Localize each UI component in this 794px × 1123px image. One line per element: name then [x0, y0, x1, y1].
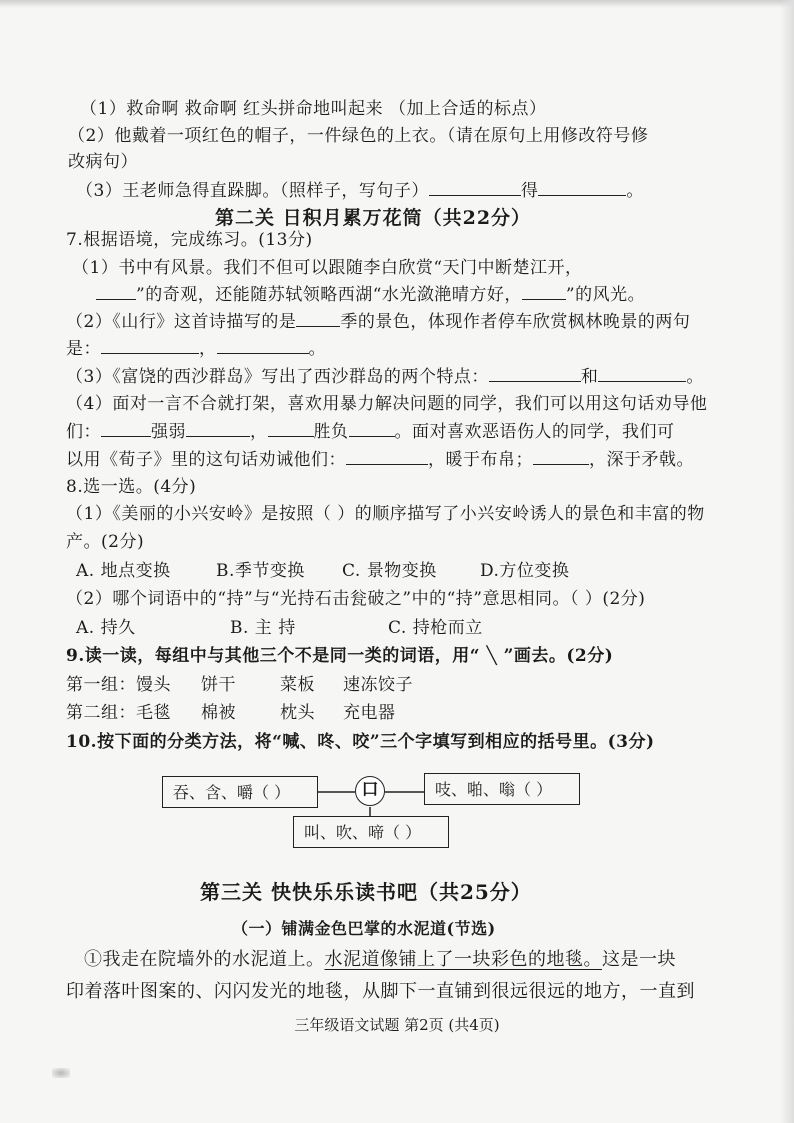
q8-option-d[interactable]: D.方位变换: [480, 561, 570, 581]
q8-option-b[interactable]: B.季节变换: [216, 561, 305, 581]
q7-heading: 7.根据语境，完成练习。(13分): [66, 230, 313, 250]
q6-item-2-cont: 改病句）: [68, 152, 138, 172]
q7-part-3-text: （3）《富饶的西沙群岛》写出了西沙群岛的两个特点：: [66, 367, 489, 387]
q7-part-3-and: 和: [580, 367, 599, 387]
q9-group-2: [66, 702, 396, 724]
q6-item-3: [76, 179, 644, 202]
q7-shengfu: 胜负: [313, 422, 349, 442]
q9-word[interactable]: 枕头: [280, 703, 315, 723]
answer-blank[interactable]: [346, 448, 428, 465]
q7-part-4-cont: [66, 420, 675, 443]
answer-blank[interactable]: [101, 420, 151, 437]
q7-part-3: [66, 365, 704, 388]
q7-comma: ，: [199, 339, 217, 359]
answer-blank[interactable]: [598, 365, 686, 382]
category-box-right[interactable]: 吱、啪、嗡（ ）: [424, 773, 580, 805]
q7-part-1: （1）书中有风景。我们不但可以跟随李白欣赏“天门中断楚江开，: [72, 258, 583, 278]
q8-item-2-option-b[interactable]: B. 主 持: [230, 618, 296, 638]
q7-part-4: （4）面对一言不合就打架，喜欢用暴力解决问题的同学，我们可以用这句话劝导他: [66, 394, 708, 414]
q7-part-2-label: 是：: [66, 339, 101, 359]
page-footer: 三年级语文试题 第2页 (共4页): [294, 1016, 500, 1034]
q9-word[interactable]: 第一组：馒头: [66, 675, 171, 695]
q9-heading: 9.读一读，每组中与其他三个不是同一类的词语，用“ ╲ ”画去。(2分): [66, 646, 614, 666]
answer-blank[interactable]: [268, 420, 314, 437]
q7-period: 。: [308, 339, 326, 359]
q10-heading: 10.按下面的分类方法，将“喊、咚、咬”三个字填写到相应的括号里。(3分): [66, 732, 655, 752]
q8-item-1: （1）《美丽的小兴安岭》是按照（ ）的顺序描写了小兴安岭诱人的景色和丰富的物: [66, 504, 705, 524]
reading-line-2: 印着落叶图案的、闪闪发光的地毯，从脚下一直铺到很远很远的地方，一直到: [66, 981, 695, 1002]
q7-part-1-text: ”的奇观，还能随苏轼领略西湖“水光潋滟晴方好，: [136, 285, 522, 305]
reading-title: （一）铺满金色巴掌的水泥道(节选): [232, 919, 496, 938]
q6-item-3-end: 。: [626, 181, 644, 201]
scan-smudge: [52, 1068, 70, 1078]
q8-heading: 8.选一选。(4分): [66, 477, 197, 497]
reading-underlined-sentence: 水泥道像铺上了一块彩色的地毯。: [324, 949, 602, 970]
q7-part-2-cont: [66, 337, 326, 360]
q7-comma-2: ，: [250, 422, 268, 442]
section-3-title: 第三关 快快乐乐读书吧（共25分）: [200, 880, 532, 904]
answer-blank[interactable]: [489, 365, 581, 382]
q7-qiangruo: 强弱: [151, 422, 186, 442]
answer-blank[interactable]: [429, 179, 521, 196]
answer-blank[interactable]: [349, 420, 395, 437]
q7-part-2-text: （2）《山行》这首诗描写的是: [66, 312, 297, 332]
answer-blank[interactable]: [533, 448, 589, 465]
answer-blank[interactable]: [186, 420, 250, 437]
q8-item-2-option-a[interactable]: A. 持久: [76, 618, 136, 638]
q9-word[interactable]: 菜板: [280, 675, 315, 695]
q7-part-2: [66, 310, 690, 333]
q7-part-1-cont: [96, 283, 645, 306]
q6-item-3-de: 得: [520, 181, 539, 201]
q9-word[interactable]: 饼干: [201, 675, 236, 695]
q7-part-1-end: ”的风光。: [565, 285, 646, 305]
category-box-left[interactable]: 吞、含、嚼（ ）: [162, 776, 318, 808]
q6-item-3-text: （3）王老师急得直跺脚。（照样子，写句子）: [76, 181, 429, 201]
q8-item-2-option-c[interactable]: C. 持枪而立: [388, 618, 483, 638]
q8-option-c[interactable]: C. 景物变换: [342, 561, 437, 581]
section-2-title: 第二关 日积月累万花筒（共22分）: [215, 207, 532, 229]
q9-word[interactable]: 第二组：毛毯: [66, 703, 171, 723]
scan-edge-right: [780, 0, 794, 1123]
scan-edge-top: [0, 0, 794, 8]
q6-item-1: （1）救命啊 救命啊 红头拼命地叫起来 （加上合适的标点）: [80, 99, 547, 119]
q7-xunzi-end: ，深于矛戟。: [589, 450, 694, 470]
category-box-bottom[interactable]: 叫、吹、啼（ ）: [293, 816, 449, 848]
answer-blank[interactable]: [538, 179, 626, 196]
reading-sentence-3: 这是一块: [602, 949, 676, 970]
q7-part-4-text: 。面对喜欢恶语伤人的同学，我们可: [394, 422, 675, 442]
q8-item-1-cont: 产。(2分): [66, 532, 145, 552]
q9-word[interactable]: 充电器: [343, 703, 396, 723]
reading-line-1: [84, 949, 676, 971]
answer-blank[interactable]: [522, 283, 566, 300]
q7-part-3-end: 。: [686, 367, 704, 387]
answer-blank[interactable]: [217, 337, 309, 354]
q8-item-2: （2）哪个词语中的“持”与“光持石击瓮破之”中的“持”意思相同。（ ）(2分): [66, 589, 646, 609]
q7-xunzi-text: 以用《荀子》里的这句话劝诫他们：: [66, 450, 346, 470]
q9-word[interactable]: 棉被: [201, 703, 236, 723]
q7-xunzi-mid: ，暖于布帛；: [428, 450, 533, 470]
q9-word[interactable]: 速冻饺子: [343, 675, 413, 695]
q6-item-2: （2）他戴着一项红色的帽子，一件绿色的上衣。（请在原句上用修改符号修: [68, 126, 649, 146]
q7-part-4-label: 们：: [66, 422, 101, 442]
answer-blank[interactable]: [101, 337, 199, 354]
answer-blank[interactable]: [96, 283, 136, 300]
radical-circle: 口: [355, 776, 385, 806]
q8-option-a[interactable]: A. 地点变换: [76, 561, 171, 581]
q9-group-1: [66, 674, 413, 696]
q7-part-2-text-b: 季的景色，体现作者停车欣赏枫林晚景的两句: [340, 312, 691, 332]
answer-blank[interactable]: [296, 310, 340, 327]
classification-diagram: [160, 766, 590, 852]
q7-part-4-xunzi: [66, 448, 694, 471]
reading-sentence-1: ①我走在院墙外的水泥道上。: [84, 949, 325, 970]
